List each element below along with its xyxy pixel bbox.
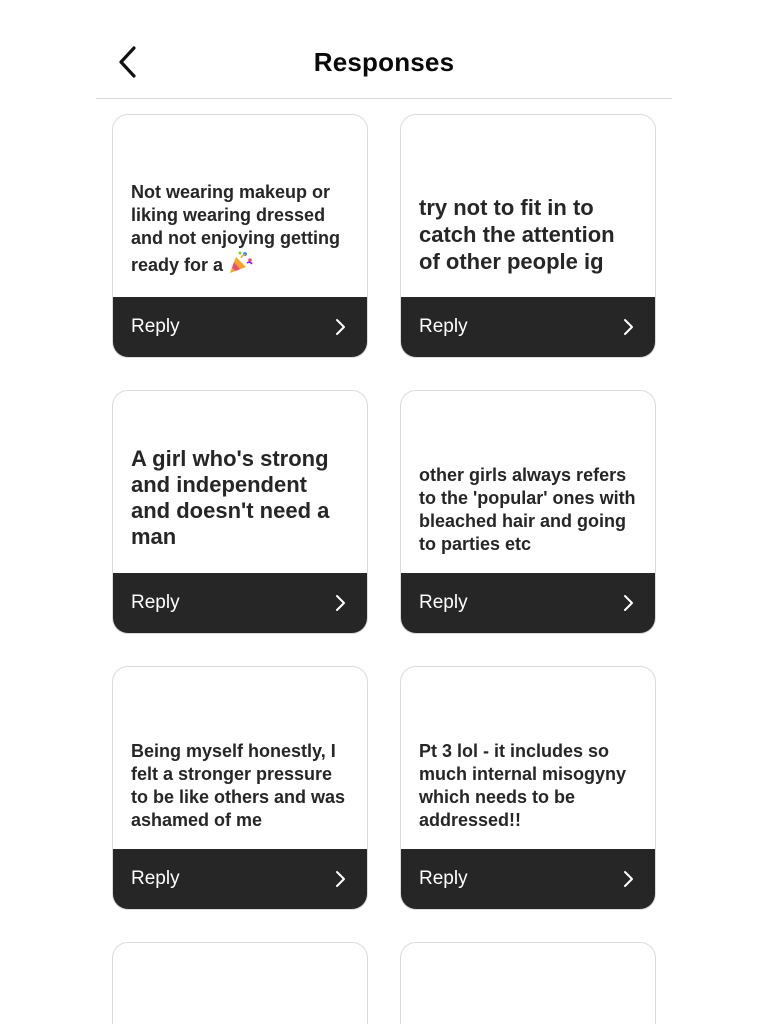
page-title: Responses <box>313 47 455 77</box>
response-card <box>112 942 368 1024</box>
response-text: other girls always refers to the 'popular' ones with bleached hair and going to parties etc <box>419 465 636 554</box>
reply-label: Reply <box>419 316 468 337</box>
response-body <box>113 391 367 574</box>
reply-button[interactable] <box>401 297 655 357</box>
header <box>0 0 768 98</box>
responses-grid <box>112 114 656 1024</box>
response-card <box>112 390 368 634</box>
reply-button[interactable] <box>113 573 367 633</box>
chevron-right-icon <box>331 318 349 336</box>
reply-label: Reply <box>131 868 180 889</box>
response-card <box>112 666 368 910</box>
chevron-right-icon <box>331 594 349 612</box>
response-card <box>400 390 656 634</box>
response-text: Being myself honestly, I felt a stronger pressure to be like others and was ashamed of me <box>131 741 346 830</box>
response-text: Pt 3 lol - it includes so much internal misogyny which needs to be addressed!! <box>419 741 627 830</box>
response-body <box>113 943 367 1024</box>
response-card <box>400 114 656 358</box>
reply-button[interactable] <box>401 849 655 909</box>
reply-button[interactable] <box>113 297 367 357</box>
response-body <box>401 943 655 1024</box>
response-card <box>400 942 656 1024</box>
chevron-right-icon <box>619 870 637 888</box>
chevron-right-icon <box>331 870 349 888</box>
reply-label: Reply <box>131 592 180 613</box>
response-card <box>400 666 656 910</box>
party-popper-icon <box>228 250 254 280</box>
response-text: try not to fit in to catch the attention of other people ig <box>419 195 615 274</box>
response-card <box>112 114 368 358</box>
response-body <box>401 115 655 298</box>
reply-label: Reply <box>131 316 180 337</box>
response-body <box>113 667 367 850</box>
header-divider <box>96 98 672 99</box>
chevron-right-icon <box>619 318 637 336</box>
reply-button[interactable] <box>113 849 367 909</box>
reply-label: Reply <box>419 592 468 613</box>
response-text: Not wearing makeup or liking wearing dressed and not enjoying getting ready for a <box>131 181 349 280</box>
response-body <box>113 115 367 298</box>
reply-button[interactable] <box>401 573 655 633</box>
chevron-right-icon <box>619 594 637 612</box>
response-text: A girl who's strong and independent and doesn't need a man <box>131 446 330 549</box>
response-body <box>401 391 655 574</box>
response-body <box>401 667 655 850</box>
reply-label: Reply <box>419 868 468 889</box>
